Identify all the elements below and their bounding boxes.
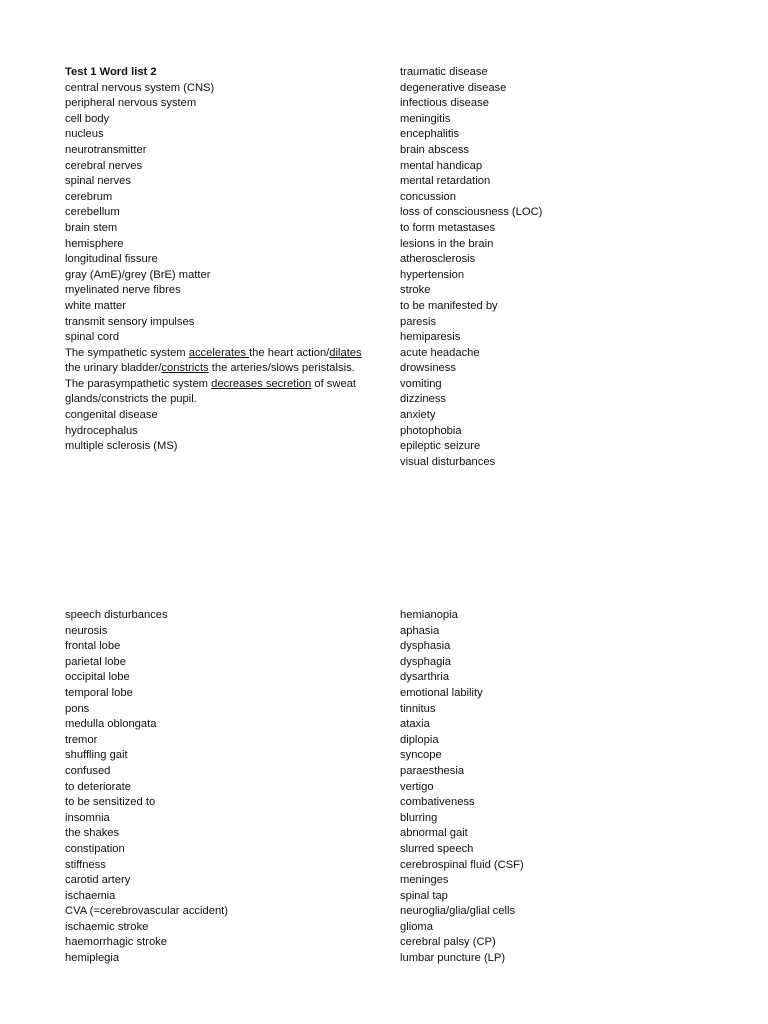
term-item: gray (AmE)/grey (BrE) matter: [65, 268, 211, 281]
term-item: to deteriorate: [65, 780, 131, 793]
term-item: neuroglia/glia/glial cells: [400, 905, 516, 918]
term-item: aphasia: [400, 624, 440, 637]
term-item: haemorrhagic stroke: [65, 936, 167, 949]
term-item: hemiplegia: [65, 952, 120, 965]
term-item: paraesthesia: [400, 764, 465, 777]
term-item: emotional lability: [400, 686, 483, 699]
term-item: cerebellum: [65, 206, 120, 219]
term-item: longitudinal fissure: [65, 253, 158, 266]
term-item: epileptic seizure: [400, 440, 481, 453]
term-list-top-left-continued: [65, 408, 380, 455]
term-item: tinnitus: [400, 702, 436, 715]
text-span: the heart action/: [249, 346, 330, 359]
term-item: loss of consciousness (LOC): [400, 206, 543, 219]
term-item: hemisphere: [65, 237, 124, 250]
term-item: tremor: [65, 733, 98, 746]
top-right-column: [400, 65, 700, 470]
term-item: abnormal gait: [400, 827, 468, 840]
term-item: cerebral nerves: [65, 159, 143, 172]
term-item: hypertension: [400, 268, 465, 281]
term-item: spinal nerves: [65, 175, 131, 188]
term-item: speech disturbances: [65, 609, 168, 621]
term-item: ischaemia: [65, 889, 116, 902]
term-item: confused: [65, 764, 111, 777]
term-item: to be manifested by: [400, 299, 498, 312]
term-item: cerebrospinal fluid (CSF): [400, 858, 524, 871]
term-item: CVA (=cerebrovascular accident): [65, 905, 229, 918]
term-item: nucleus: [65, 128, 104, 141]
term-item: dysphasia: [400, 640, 451, 653]
term-item: carotid artery: [65, 874, 131, 887]
term-item: syncope: [400, 749, 442, 762]
term-list-bottom-right: [400, 608, 700, 967]
term-item: vomiting: [400, 377, 442, 390]
term-item: brain abscess: [400, 143, 470, 156]
term-item: glioma: [400, 920, 433, 933]
term-item: blurring: [400, 811, 438, 824]
term-item: mental handicap: [400, 159, 483, 172]
text-span: The parasympathetic system: [65, 377, 212, 390]
top-left-column: [65, 65, 380, 455]
term-item: neurosis: [65, 624, 108, 637]
underlined-term: dilates: [329, 346, 362, 359]
underlined-term: constricts: [161, 362, 209, 375]
term-item: atherosclerosis: [400, 253, 476, 266]
term-item: to be sensitized to: [65, 796, 156, 809]
term-item: myelinated nerve fibres: [65, 284, 181, 297]
term-item: spinal tap: [400, 889, 448, 902]
term-item: multiple sclerosis (MS): [65, 440, 178, 453]
term-item: meninges: [400, 874, 449, 887]
term-item: traumatic disease: [400, 66, 488, 78]
term-item: constipation: [65, 842, 125, 855]
term-item: insomnia: [65, 811, 110, 824]
term-item: dysarthria: [400, 671, 450, 684]
term-item: anxiety: [400, 409, 436, 422]
term-item: white matter: [65, 299, 126, 312]
term-list-top-left: [65, 81, 380, 346]
term-item: meningitis: [400, 112, 451, 125]
term-item: concussion: [400, 190, 456, 203]
term-item: peripheral nervous system: [65, 97, 197, 110]
term-item: brain stem: [65, 221, 118, 234]
underlined-term: decreases secretion: [211, 377, 312, 390]
term-item: hemianopia: [400, 609, 458, 621]
term-item: drowsiness: [400, 362, 456, 375]
term-item: photophobia: [400, 424, 462, 437]
term-item: slurred speech: [400, 842, 474, 855]
parasympathetic-sentence: [65, 377, 380, 408]
term-item: to form metastases: [400, 221, 496, 234]
term-item: vertigo: [400, 780, 434, 793]
term-item: mental retardation: [400, 175, 491, 188]
term-item: combativeness: [400, 796, 475, 809]
term-item: diplopia: [400, 733, 439, 746]
bottom-left-column: [65, 608, 380, 967]
term-item: dizziness: [400, 393, 447, 406]
text-span: The sympathetic system: [65, 346, 189, 359]
term-item: parietal lobe: [65, 655, 126, 668]
sympathetic-sentence: [65, 346, 380, 377]
term-item: neurotransmitter: [65, 143, 147, 156]
term-item: stroke: [400, 284, 431, 297]
term-item: cerebrum: [65, 190, 113, 203]
term-item: degenerative disease: [400, 81, 507, 94]
term-item: ischaemic stroke: [65, 920, 149, 933]
term-item: paresis: [400, 315, 437, 328]
term-item: hydrocephalus: [65, 424, 138, 437]
term-item: congenital disease: [65, 409, 158, 422]
term-item: occipital lobe: [65, 671, 130, 684]
term-item: spinal cord: [65, 331, 120, 344]
term-item: frontal lobe: [65, 640, 121, 653]
term-item: central nervous system (CNS): [65, 81, 215, 94]
term-item: ataxia: [400, 718, 430, 731]
term-item: transmit sensory impulses: [65, 315, 195, 328]
term-item: medulla oblongata: [65, 718, 157, 731]
term-item: encephalitis: [400, 128, 460, 141]
term-item: stiffness: [65, 858, 106, 871]
term-item: hemiparesis: [400, 331, 461, 344]
term-item: infectious disease: [400, 97, 489, 110]
document-title: Test 1 Word list 2: [65, 66, 157, 78]
text-span: the urinary bladder/: [65, 362, 162, 375]
term-item: pons: [65, 702, 90, 715]
term-list-top-right: [400, 65, 700, 470]
text-span: the arteries/slows peristalsis.: [208, 362, 355, 375]
term-item: acute headache: [400, 346, 480, 359]
term-item: lesions in the brain: [400, 237, 494, 250]
term-list-bottom-left: [65, 608, 380, 967]
term-item: temporal lobe: [65, 686, 133, 699]
term-item: shuffling gait: [65, 749, 128, 762]
term-item: the shakes: [65, 827, 120, 840]
term-item: visual disturbances: [400, 455, 496, 468]
term-item: cell body: [65, 112, 110, 125]
term-item: lumbar puncture (LP): [400, 952, 506, 965]
term-item: cerebral palsy (CP): [400, 936, 496, 949]
bottom-right-column: [400, 608, 700, 967]
text-span: of sweat glands/constricts the pupil.: [65, 377, 357, 406]
term-item: dysphagia: [400, 655, 452, 668]
underlined-term: accelerates: [188, 346, 250, 359]
